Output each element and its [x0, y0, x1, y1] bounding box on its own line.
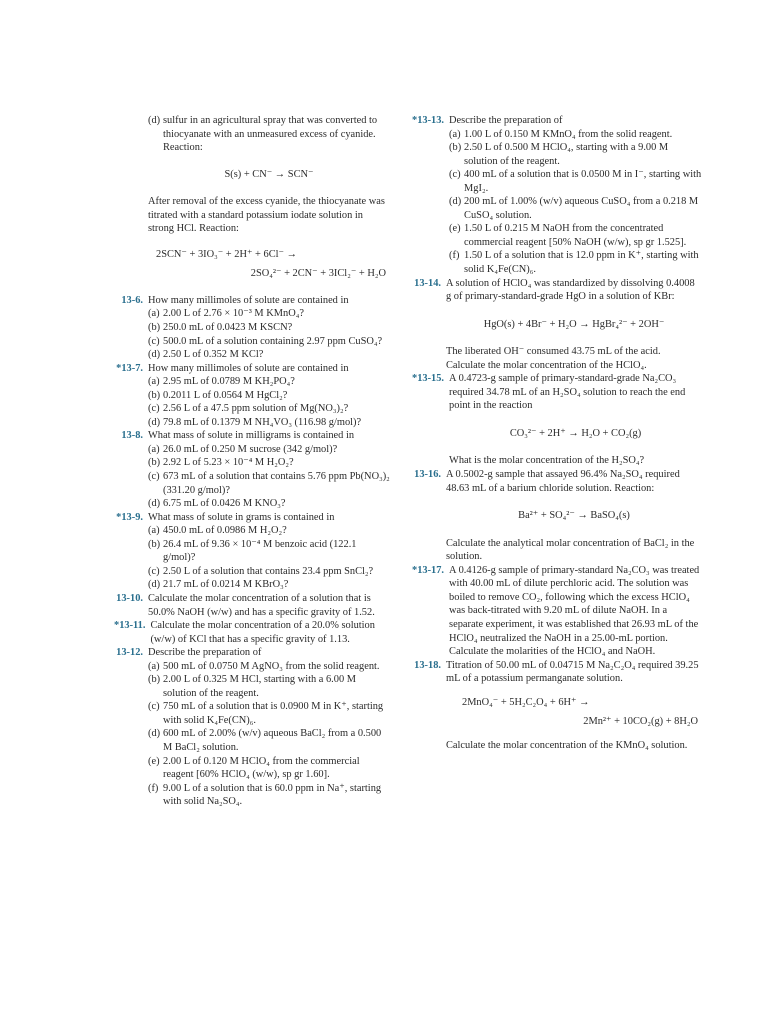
problem-13-7 [114, 362, 390, 430]
item-label: (d) [148, 498, 161, 510]
problem-stem: Describe the preparation of [449, 115, 563, 126]
item-text: 79.8 mL of 0.1379 M NH₄VO₃ (116.98 g/mol)? [163, 416, 362, 428]
item-text: 2.95 mL of 0.0789 M KH₂PO₄? [163, 376, 295, 388]
problem-number: *13-9. [116, 511, 143, 523]
problem-stem: A solution of HClO₄ was standardized by dissolving 0.4008 g of primary-standard-grade HgO in a solution of KBr: [446, 277, 695, 303]
item-text: 2.50 L of 0.352 M KCl? [163, 349, 264, 361]
reaction-equation: HgO(s) + 4Br⁻ + H₂O → HgBr₄²⁻ + 2OH⁻ [483, 318, 665, 330]
item-text: sulfur in an agricultural spray that was converted to thiocyanate with an unmeasured excess of cyanide. Reaction: [163, 115, 378, 154]
item-text: 2.50 L of a solution that contains 23.4 ppm SnCl₂? [163, 565, 374, 577]
problem-question: Calculate the analytical molar concentration of BaCl₂ in the solution. [446, 537, 695, 563]
item-text: 500.0 mL of a solution containing 2.97 ppm CuSO₄? [163, 335, 383, 347]
item-text: 673 mL of a solution that contains 5.76 ppm Pb(NO₃)₂ (331.20 g/mol)? [163, 471, 390, 496]
problem-13-10 [114, 592, 390, 619]
problem-stem: Calculate the molar concentration of a 20.0% solution (w/w) of KCl that has a specific gravity of 1.13. [150, 620, 375, 645]
list-item [148, 727, 390, 754]
item-text: 1.50 L of a solution that is 12.0 ppm in K⁺, starting with solid K₄Fe(CN)₆. [464, 250, 699, 276]
item-text: 1.00 L of 0.150 M KMnO₄ from the solid reagent. [464, 128, 673, 140]
item-label: (c) [148, 335, 160, 347]
problem-13-13 [412, 114, 702, 277]
item-label: (c) [148, 403, 160, 415]
problem-13-8 [114, 429, 390, 510]
item-label: (d) [148, 349, 161, 361]
list-item [148, 389, 390, 403]
problem-question: The liberated OH⁻ consumed 43.75 mL of the acid. Calculate the molar concentration of the HClO₄. [446, 346, 661, 371]
item-label: (b) [148, 674, 161, 686]
item-text: 400 mL of a solution that is 0.0500 M in I⁻, starting with MgI₂. [464, 169, 702, 194]
reaction-equation-1: S(s) + CN⁻ → SCN⁻ [224, 168, 314, 180]
problem-13-17 [412, 564, 702, 659]
item-label: (b) [148, 538, 161, 550]
list-item [148, 538, 390, 565]
list-item [148, 321, 390, 335]
item-label: (c) [148, 565, 160, 577]
left-column [114, 114, 390, 809]
problem-question: Calculate the molar concentration of the KMnO₄ solution. [446, 739, 688, 751]
reaction-equation: CO₃²⁻ + 2H⁺ → H₂O + CO₂(g) [509, 427, 642, 439]
problem-number: 13-18. [414, 659, 441, 671]
continued-item-d [114, 114, 390, 155]
item-text: 2.56 L of a 47.5 ppm solution of Mg(NO₃)₂? [163, 403, 349, 415]
problem-stem: A 0.4723-g sample of primary-standard-grade Na₂CO₃ required 34.78 mL of an H₂SO₄ solution to reach the end point in the reaction [449, 373, 686, 412]
problem-stem: Titration of 50.00 mL of 0.04715 M Na₂C₂O₄ required 39.25 mL of a potassium permanganate solution. [446, 659, 699, 685]
list-item [449, 195, 702, 222]
item-text: 2.00 L of 0.120 M HClO₄ from the commercial reagent [60% HClO₄ (w/w), sp gr 1.60]. [163, 755, 360, 781]
item-label: (e) [148, 755, 160, 767]
item-label: (c) [148, 471, 160, 483]
list-item [148, 755, 390, 782]
list-item [148, 660, 390, 674]
item-label: (d) [148, 728, 161, 740]
equation-line-1: 2MnO₄⁻ + 5H₂C₂O₄ + 6H⁺ → [462, 696, 590, 708]
item-text: 500 mL of 0.0750 M AgNO₃ from the solid reagent. [163, 660, 380, 672]
list-item [148, 524, 390, 538]
item-text: 6.75 mL of 0.0426 M KNO₃? [163, 498, 286, 510]
problem-13-6 [114, 294, 390, 362]
reaction-equation: Ba²⁺ + SO₄²⁻ → BaSO₄(s) [518, 510, 630, 522]
item-label: (f) [148, 782, 159, 794]
problem-13-11 [114, 619, 390, 646]
item-text: 200 mL of 1.00% (w/v) aqueous CuSO₄ from a 0.218 M CuSO₄ solution. [464, 196, 699, 221]
paragraph-after-removal: After removal of the excess cyanide, the thiocyanate was titrated with a standard potassium iodate solution in strong HCl. Reaction: [148, 196, 385, 235]
list-item [449, 249, 702, 276]
problem-number: 13-14. [414, 277, 441, 289]
right-column [412, 114, 702, 752]
list-item [148, 348, 390, 362]
problem-number: 13-6. [121, 294, 143, 306]
list-item [148, 443, 390, 457]
item-label: (c) [148, 701, 160, 713]
problem-stem: How many millimoles of solute are contained in [148, 362, 349, 374]
item-text: 600 mL of 2.00% (w/v) aqueous BaCl₂ from a 0.500 M BaCl₂ solution. [163, 728, 382, 753]
item-label: (b) [148, 457, 161, 469]
item-text: 450.0 mL of 0.0986 M H₂O₂? [163, 525, 287, 537]
item-label: (f) [449, 250, 460, 262]
problem-stem: How many millimoles of solute are contained in [148, 294, 349, 306]
equation-line-1: 2SCN⁻ + 3IO₃⁻ + 2H⁺ + 6Cl⁻ → [156, 248, 297, 260]
item-label: (c) [449, 169, 461, 181]
equation-line-2: 2SO₄²⁻ + 2CN⁻ + 3ICl₂⁻ + H₂O [250, 268, 386, 280]
item-text: 2.50 L of 0.500 M HClO₄, starting with a 9.00 M solution of the reagent. [464, 142, 669, 167]
list-item [148, 375, 390, 389]
list-item [449, 222, 702, 249]
problem-number: 13-10. [116, 592, 143, 604]
item-label: (d) [148, 115, 161, 126]
problem-number: *13-7. [116, 362, 143, 374]
problem-13-18 [412, 659, 702, 753]
list-item [148, 470, 390, 497]
list-item [449, 141, 702, 168]
item-label: (a) [148, 525, 160, 537]
problem-stem: Calculate the molar concentration of a solution that is 50.0% NaOH (w/w) and has a specific gravity of 1.52. [148, 592, 375, 618]
item-label: (b) [449, 142, 462, 154]
item-text: 9.00 L of a solution that is 60.0 ppm in Na⁺, starting with solid Na₂SO₄. [163, 782, 382, 808]
item-label: (e) [449, 223, 461, 235]
item-text: 2.00 L of 0.325 M HCl, starting with a 6.00 M solution of the reagent. [163, 674, 356, 699]
reaction-equation [446, 696, 702, 729]
list-item [449, 128, 702, 142]
list-item [148, 402, 390, 416]
list-item [148, 565, 390, 579]
list-item [148, 307, 390, 321]
list-item [148, 782, 390, 809]
problem-13-9 [114, 511, 390, 592]
item-text: 26.0 mL of 0.250 M sucrose (342 g/mol)? [163, 443, 338, 455]
problem-stem: A 0.5002-g sample that assayed 96.4% Na₂SO₄ required 48.63 mL of a barium chloride solution. Reaction: [446, 469, 680, 494]
item-text: 2.00 L of 2.76 × 10⁻³ M KMnO₄? [163, 308, 304, 320]
item-text: 26.4 mL of 9.36 × 10⁻⁴ M benzoic acid (122.1 g/mol)? [163, 538, 357, 564]
item-label: (d) [148, 416, 161, 428]
list-item [148, 335, 390, 349]
problem-number: *13-17. [412, 564, 445, 576]
problem-13-16 [412, 468, 702, 564]
problem-13-15 [412, 372, 702, 468]
item-label: (a) [148, 443, 160, 455]
list-item [148, 578, 390, 592]
item-text: 750 mL of a solution that is 0.0900 M in K⁺, starting with solid K₄Fe(CN)₆. [163, 701, 384, 726]
problem-number: *13-13. [412, 115, 445, 126]
item-label: (a) [449, 128, 461, 140]
list-item [148, 700, 390, 727]
problem-stem: Describe the preparation of [148, 647, 262, 659]
problem-number: *13-11. [114, 620, 146, 632]
list-item [148, 416, 390, 430]
problem-stem: What mass of solute in grams is contained in [148, 511, 335, 523]
problem-13-12 [114, 646, 390, 809]
problem-number: 13-16. [414, 469, 441, 481]
item-text: 1.50 L of 0.215 M NaOH from the concentrated commercial reagent [50% NaOH (w/w), sp gr 1.525]. [464, 223, 687, 248]
problem-13-14 [412, 277, 702, 373]
item-text: 250.0 mL of 0.0423 M KSCN? [163, 322, 293, 334]
item-label: (a) [148, 308, 160, 320]
item-text: 21.7 mL of 0.0214 M KBrO₃? [163, 579, 289, 591]
item-label: (a) [148, 660, 160, 672]
reaction-equation-2 [114, 248, 390, 281]
item-label: (d) [449, 196, 462, 208]
equation-line-2: 2Mn²⁺ + 10CO₂(g) + 8H₂O [583, 716, 698, 728]
problem-stem: A 0.4126-g sample of primary-standard Na₂CO₃ was treated with 40.00 mL of dilute perchloric acid. The solution was boiled to remove CO₂, following which the excess HClO₄ was back-titrated with 9.20 mL of dilute NaOH. In a separate experiment, it was established that 26.93 mL of the HClO₄ neutralized the NaOH in a 25.00-mL portion. Calculate the molarities of the HClO₄ and NaOH. [449, 564, 700, 658]
problem-stem: What mass of solute in milligrams is contained in [148, 430, 355, 442]
item-label: (b) [148, 389, 161, 401]
list-item [148, 456, 390, 470]
list-item [148, 497, 390, 511]
item-label: (d) [148, 579, 161, 591]
list-item [449, 168, 702, 195]
problem-question: What is the molar concentration of the H₂SO₄? [449, 455, 645, 467]
item-label: (b) [148, 322, 161, 334]
problem-number: 13-12. [116, 647, 143, 659]
problem-number: 13-8. [121, 430, 143, 442]
item-text: 0.2011 L of 0.0564 M HgCl₂? [163, 389, 288, 401]
problem-number: *13-15. [412, 373, 445, 385]
item-text: 2.92 L of 5.23 × 10⁻⁴ M H₂O₂? [163, 457, 294, 469]
item-label: (a) [148, 376, 160, 388]
list-item [148, 673, 390, 700]
